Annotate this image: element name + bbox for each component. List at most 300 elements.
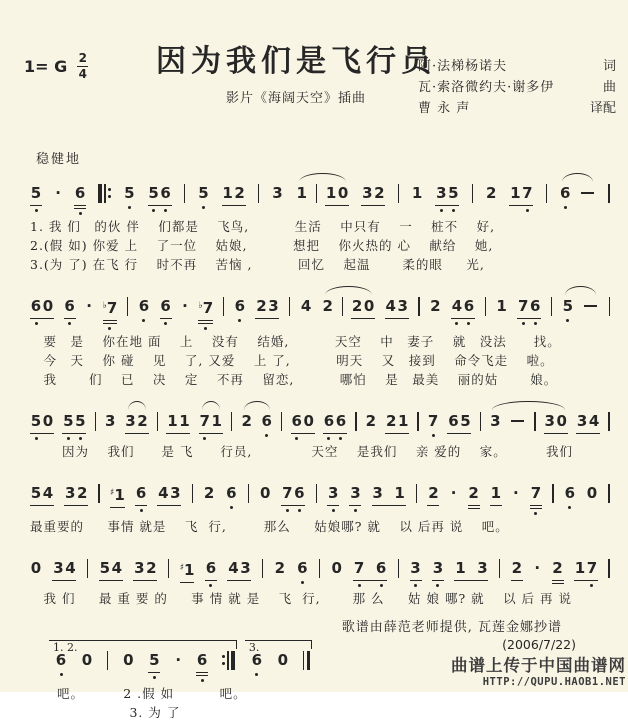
- note-group: [125, 411, 149, 434]
- rest: 0: [363, 297, 375, 315]
- beam-line: [198, 320, 213, 321]
- watermark-site-name: 曲谱上传于中国曲谱网: [451, 656, 626, 675]
- note-group: [432, 558, 444, 587]
- tempo-marking: 稳健地: [36, 152, 82, 167]
- low-octave-dot: [452, 209, 455, 212]
- rest: 0: [277, 651, 289, 669]
- note-digit: 4: [451, 297, 463, 315]
- note-digit: 1: [179, 412, 190, 430]
- note-digit: 1: [510, 184, 521, 202]
- note-group: [490, 483, 502, 506]
- note-digit: 5: [30, 412, 42, 430]
- barline: [480, 411, 481, 431]
- barline: [281, 411, 282, 431]
- note-group: [454, 558, 488, 581]
- note-group: [552, 558, 564, 584]
- lyrics-line: 今 天 你 碰 见 了, 又爱 上 了, 明天 又 接到 命令飞走 啦。: [30, 353, 554, 368]
- note-digit: 2: [485, 184, 497, 202]
- lyrics-line: 因为 我们 是 飞 行员, 天空 是我们 亲 爱的 家。 我们: [30, 444, 573, 459]
- low-octave-dot: [265, 434, 268, 437]
- low-octave-dot: [67, 437, 70, 440]
- barline: [258, 183, 259, 203]
- note-digit: 1: [296, 184, 307, 202]
- low-octave-dot: [79, 212, 82, 215]
- note-group: [203, 483, 215, 503]
- note-digit: 5: [75, 412, 86, 430]
- volta-label: 3.: [248, 641, 260, 654]
- note-group: [574, 558, 598, 587]
- note-digit: 3: [240, 559, 251, 577]
- note-group: [530, 483, 542, 515]
- beam-line: [30, 505, 54, 506]
- credit-lyricist: [418, 56, 616, 77]
- note-digit: 3: [170, 484, 181, 502]
- slur-arc: [296, 183, 349, 206]
- beam-line: [385, 433, 409, 434]
- note-digit: 5: [148, 184, 159, 202]
- beam-line: [227, 580, 251, 581]
- note-group: [123, 183, 135, 209]
- note-digit: 6: [294, 484, 305, 502]
- low-octave-dot: [339, 437, 342, 440]
- note-group: [586, 483, 598, 503]
- note-group: [133, 558, 157, 581]
- note-digit: ♭7: [198, 299, 214, 317]
- rest: 0: [259, 484, 271, 502]
- note-group: [447, 411, 471, 434]
- barline: [485, 296, 486, 316]
- note-digit: ♯1: [179, 561, 195, 579]
- rest: 0: [303, 412, 314, 430]
- low-octave-dot: [140, 509, 143, 512]
- note-group: [323, 411, 347, 440]
- barline: [608, 483, 609, 503]
- note-digit: 6: [559, 184, 571, 202]
- barline: [248, 483, 249, 503]
- beam-line: [157, 505, 181, 506]
- low-octave-dot: [534, 512, 537, 515]
- note-digit: 5: [63, 412, 74, 430]
- beam-line: [385, 318, 409, 319]
- low-octave-dot: [68, 322, 71, 325]
- beam-line: [325, 205, 349, 206]
- beam-line: [125, 433, 149, 434]
- note-digit: 5: [448, 184, 459, 202]
- low-octave-dot: [35, 209, 38, 212]
- lyrics-line: 我 们 已 决 定 不再 留恋, 哪怕 是 最美 丽的姑 娘。: [30, 372, 558, 387]
- composer-name: 瓦·索洛微约夫·谢多伊: [418, 80, 555, 95]
- watermark: [0, 652, 628, 688]
- augmentation-dot: ·: [55, 184, 61, 202]
- note-group: [517, 296, 541, 325]
- footer: [0, 616, 628, 688]
- note-digit: 2: [351, 297, 363, 315]
- flat-icon: ♭: [102, 301, 107, 311]
- rest: 0: [81, 651, 93, 669]
- note-digit: 1: [490, 484, 502, 502]
- note-digit: 1: [222, 184, 233, 202]
- note-digit: 7: [427, 412, 439, 430]
- note-group: [300, 296, 312, 316]
- note-group: [385, 296, 409, 319]
- low-octave-dot: [301, 581, 304, 584]
- low-octave-dot: [295, 437, 298, 440]
- barline: [417, 411, 418, 431]
- low-octave-dot: [142, 319, 145, 322]
- note-digit: 1: [167, 412, 178, 430]
- note-group: [99, 558, 123, 581]
- note-digit: 7: [353, 559, 365, 577]
- beam-line: [427, 505, 439, 506]
- low-octave-dot: [564, 206, 567, 209]
- low-octave-dot: [436, 584, 439, 587]
- note-group: [451, 296, 475, 325]
- barline: [316, 483, 317, 503]
- note-digit: 2: [234, 184, 245, 202]
- note-group: [489, 411, 501, 431]
- note-digit: 2: [241, 412, 252, 430]
- note-digit: 3: [410, 559, 421, 577]
- note-digit: 2: [137, 412, 148, 430]
- lyrics-line: 3.(为 了) 在飞 行 时不再 苦恼 , 回忆 起温 柔的眼 光,: [30, 257, 485, 272]
- note-digit: 3: [544, 412, 555, 430]
- note-group: [62, 411, 86, 440]
- note-digit: 4: [300, 297, 312, 315]
- beam-line: [103, 320, 118, 321]
- rest: 0: [123, 651, 134, 669]
- rest: 0: [586, 484, 598, 502]
- beam-line: [372, 505, 406, 506]
- note-group: [372, 483, 406, 506]
- low-octave-dot: [455, 322, 458, 325]
- note-digit: 1: [325, 184, 337, 202]
- sharp-icon: ♯: [110, 488, 115, 498]
- beam-line: [222, 205, 246, 206]
- slur-arc: [241, 411, 273, 437]
- beam-line: [576, 433, 600, 434]
- note-group: [496, 296, 508, 316]
- note-digit: 2: [146, 559, 157, 577]
- dash-note: [581, 192, 594, 194]
- lyrics-line: 我 们 最 重 要 的 事 情 就 是 飞 行, 那 么 姑 娘 哪? 就 以 后 再 说: [30, 591, 573, 606]
- note-digit: 3: [327, 484, 339, 502]
- note-digit: 2: [552, 559, 563, 577]
- lyrics-line: 最重要的 事情 就是 飞 行, 那么 姑娘哪? 就 以 后再 说 吧。: [30, 519, 509, 534]
- barline: [608, 558, 609, 578]
- note-group: [435, 183, 459, 212]
- low-octave-dot: [204, 327, 207, 330]
- note-digit: 6: [160, 297, 171, 315]
- note-digit: 5: [460, 412, 471, 430]
- low-octave-dot: [432, 434, 435, 437]
- rest: 0: [331, 559, 342, 577]
- note-group: [30, 183, 42, 212]
- note-digit: 4: [158, 484, 169, 502]
- note-digit: 6: [138, 297, 150, 315]
- slur-arc: [559, 183, 596, 209]
- note-digit: 7: [282, 484, 293, 502]
- low-octave-dot: [230, 506, 233, 509]
- note-digit: 1: [496, 297, 507, 315]
- barline: [95, 411, 96, 431]
- note-digit: 1: [574, 559, 586, 577]
- system-1: [0, 169, 628, 274]
- song-subtitle: 影片《海阔天空》插曲: [225, 91, 366, 106]
- note-digit: 5: [124, 184, 135, 202]
- note-group: [385, 411, 409, 434]
- note-digit: 3: [432, 559, 444, 577]
- note-group: [325, 183, 349, 206]
- note-group: [64, 483, 88, 506]
- lyrics-line: 要 是 你在地 面 上 没有 结婚, 天空 中 妻子 就 没法 找。: [30, 334, 561, 349]
- barline: [87, 558, 88, 578]
- augmentation-dot: ·: [175, 651, 182, 669]
- date-note: (2006/7/22): [502, 637, 576, 652]
- beam-line: [530, 505, 542, 506]
- note-group: [241, 411, 253, 431]
- note-digit: 2: [428, 484, 439, 502]
- note-digit: 5: [30, 184, 42, 202]
- dash-note: [511, 420, 524, 422]
- note-digit: 2: [274, 559, 286, 577]
- note-digit: 2: [511, 559, 523, 577]
- note-digit: 4: [42, 484, 54, 502]
- note-digit: 2: [374, 184, 385, 202]
- note-group: [30, 296, 54, 325]
- barline: [168, 558, 169, 578]
- beam-line: [166, 433, 190, 434]
- low-octave-dot: [108, 327, 111, 330]
- note-group: [104, 411, 116, 431]
- barline: [184, 183, 185, 203]
- low-octave-dot: [354, 509, 357, 512]
- note-digit: 1: [211, 412, 222, 430]
- beam-line: [361, 205, 385, 206]
- note-group: [353, 558, 387, 587]
- note-digit: 6: [335, 412, 347, 430]
- low-octave-dot: [203, 437, 206, 440]
- note-digit: 2: [322, 297, 333, 315]
- note-group: [429, 296, 441, 316]
- note-group: [138, 296, 150, 322]
- rest: 0: [42, 412, 54, 430]
- lyrics-line: 吧。 2 .假 如 吧。: [30, 686, 247, 701]
- note-group: [197, 183, 209, 209]
- lyrics-line: 2.(假 如) 你爱 上 了一位 姑娘, 想把 你火热的 心 献给 她,: [30, 238, 494, 253]
- note-digit: 3: [105, 412, 116, 430]
- slur-arc: [125, 411, 149, 434]
- note-group: [261, 411, 273, 437]
- rest: 0: [30, 559, 42, 577]
- low-octave-dot: [414, 584, 417, 587]
- note-digit: 3: [436, 184, 447, 202]
- slur-arc: [322, 296, 375, 319]
- barline: [551, 296, 552, 316]
- low-octave-dot: [522, 322, 525, 325]
- note-digit: 5: [198, 184, 209, 202]
- credit-composer: [418, 77, 616, 98]
- note-digit: 5: [562, 297, 574, 315]
- note-group: [110, 483, 125, 508]
- low-octave-dot: [440, 209, 443, 212]
- note-group: [468, 483, 480, 509]
- header: [0, 0, 628, 132]
- note-digit: 6: [64, 297, 75, 315]
- note-group: [427, 411, 439, 437]
- note-digit: 2: [468, 484, 479, 502]
- barline: [192, 483, 193, 503]
- note-digit: 6: [74, 184, 86, 202]
- barline: [418, 296, 419, 316]
- note-group: [148, 183, 172, 212]
- barline: [231, 411, 232, 431]
- barline: [98, 483, 99, 503]
- note-group: [157, 483, 181, 506]
- note-digit: 3: [372, 484, 383, 502]
- beam-line: [468, 508, 480, 509]
- note-digit: 6: [234, 297, 246, 315]
- low-octave-dot: [209, 584, 212, 587]
- barline: [609, 296, 610, 316]
- barline: [552, 483, 553, 503]
- note-digit: 6: [55, 651, 67, 669]
- note-group: [296, 183, 308, 203]
- lyricist-role: 词: [602, 59, 616, 74]
- note-digit: 4: [588, 412, 600, 430]
- low-octave-dot: [467, 322, 470, 325]
- low-octave-dot: [164, 209, 167, 212]
- augmentation-dot: ·: [513, 484, 519, 502]
- note-group: [559, 183, 571, 209]
- barline: [398, 183, 399, 203]
- rest: 0: [556, 412, 567, 430]
- barline: [262, 558, 263, 578]
- note-group: [564, 483, 576, 509]
- beam-line: [454, 580, 488, 581]
- note-group: [291, 411, 315, 440]
- lyrics-line: 1. 我 们 的伙 伴 们都是 飞鸟, 生活 中只有 一 桩不 好,: [30, 219, 496, 234]
- note-group: [225, 483, 237, 509]
- note-group: [205, 558, 217, 587]
- note-digit: ♯1: [110, 486, 125, 504]
- barline: [127, 296, 128, 316]
- volta-label: 1. 2.: [53, 641, 78, 654]
- note-digit: 6: [261, 412, 272, 430]
- note-group: [485, 183, 497, 203]
- sharp-icon: ♯: [179, 563, 185, 573]
- note-digit: 3: [490, 412, 501, 430]
- credits: [418, 56, 616, 119]
- lyricist-name: 阿·法梯杨诺夫: [418, 59, 508, 74]
- note-group: [296, 558, 308, 584]
- beam-line: [110, 507, 125, 508]
- barline: [534, 411, 535, 431]
- note-digit: 4: [385, 297, 396, 315]
- note-digit: ♭7: [102, 299, 118, 317]
- note-digit: 6: [205, 559, 217, 577]
- credit-translator: [418, 98, 616, 119]
- low-octave-dot: [568, 506, 571, 509]
- note-digit: 3: [53, 559, 64, 577]
- note-group: [180, 558, 195, 583]
- barline: [499, 558, 500, 578]
- note-group: [30, 411, 54, 440]
- low-octave-dot: [79, 437, 82, 440]
- low-octave-dot: [327, 437, 330, 440]
- augmentation-dot: ·: [182, 297, 188, 315]
- note-digit: 1: [455, 559, 466, 577]
- note-group: [166, 411, 190, 434]
- rest: 0: [337, 184, 349, 202]
- dash-note: [584, 305, 597, 307]
- barline: [319, 558, 320, 578]
- beam-line: [552, 583, 564, 584]
- note-group: [281, 483, 305, 512]
- low-octave-dot: [590, 584, 593, 587]
- lyrics-line: 3. 为 了: [30, 705, 181, 720]
- note-group: [327, 483, 339, 512]
- note-digit: 3: [362, 184, 373, 202]
- note-digit: 5: [30, 484, 42, 502]
- rest: 0: [42, 297, 54, 315]
- time-top: 2: [78, 51, 87, 65]
- barline: [608, 183, 609, 203]
- low-octave-dot: [164, 322, 167, 325]
- song-title: 因为我们是飞行员: [156, 44, 436, 79]
- beam-line: [490, 505, 502, 506]
- note-group: [349, 483, 361, 512]
- beam-line: [552, 580, 564, 581]
- system-5: [0, 544, 628, 608]
- translator-role: 译配: [589, 101, 616, 116]
- low-octave-dot: [526, 209, 529, 212]
- note-digit: 2: [77, 484, 88, 502]
- note-group: [259, 483, 271, 503]
- note-group: [227, 558, 251, 581]
- composer-role: 曲: [602, 80, 616, 95]
- note-digit: 7: [199, 412, 210, 430]
- slur-arc: [199, 411, 223, 440]
- note-digit: 6: [196, 651, 208, 669]
- note-group: [52, 558, 76, 581]
- slur-arc: [489, 411, 567, 434]
- beam-line: [447, 433, 471, 434]
- repeat-begin: [98, 183, 111, 203]
- note-group: [274, 558, 286, 578]
- low-octave-dot: [332, 509, 335, 512]
- note-digit: 2: [256, 297, 267, 315]
- note-digit: 6: [291, 412, 302, 430]
- note-digit: 6: [226, 484, 237, 502]
- note-group: [411, 183, 423, 203]
- note-digit: 3: [65, 484, 76, 502]
- note-group: [103, 296, 118, 330]
- note-group: [361, 183, 385, 206]
- note-digit: 2: [385, 412, 397, 430]
- note-digit: 7: [586, 559, 598, 577]
- note-digit: 2: [203, 484, 215, 502]
- note-digit: 5: [99, 559, 111, 577]
- low-octave-dot: [152, 209, 155, 212]
- provider-note: 歌谱由薛范老师提供, 瓦莲金娜抄谱: [341, 620, 562, 635]
- note-group: [30, 558, 42, 578]
- note-digit: 6: [463, 297, 475, 315]
- slur-arc: [562, 296, 599, 322]
- note-digit: 6: [530, 297, 541, 315]
- note-group: [135, 483, 147, 512]
- note-digit: 6: [323, 412, 335, 430]
- low-octave-dot: [358, 584, 361, 587]
